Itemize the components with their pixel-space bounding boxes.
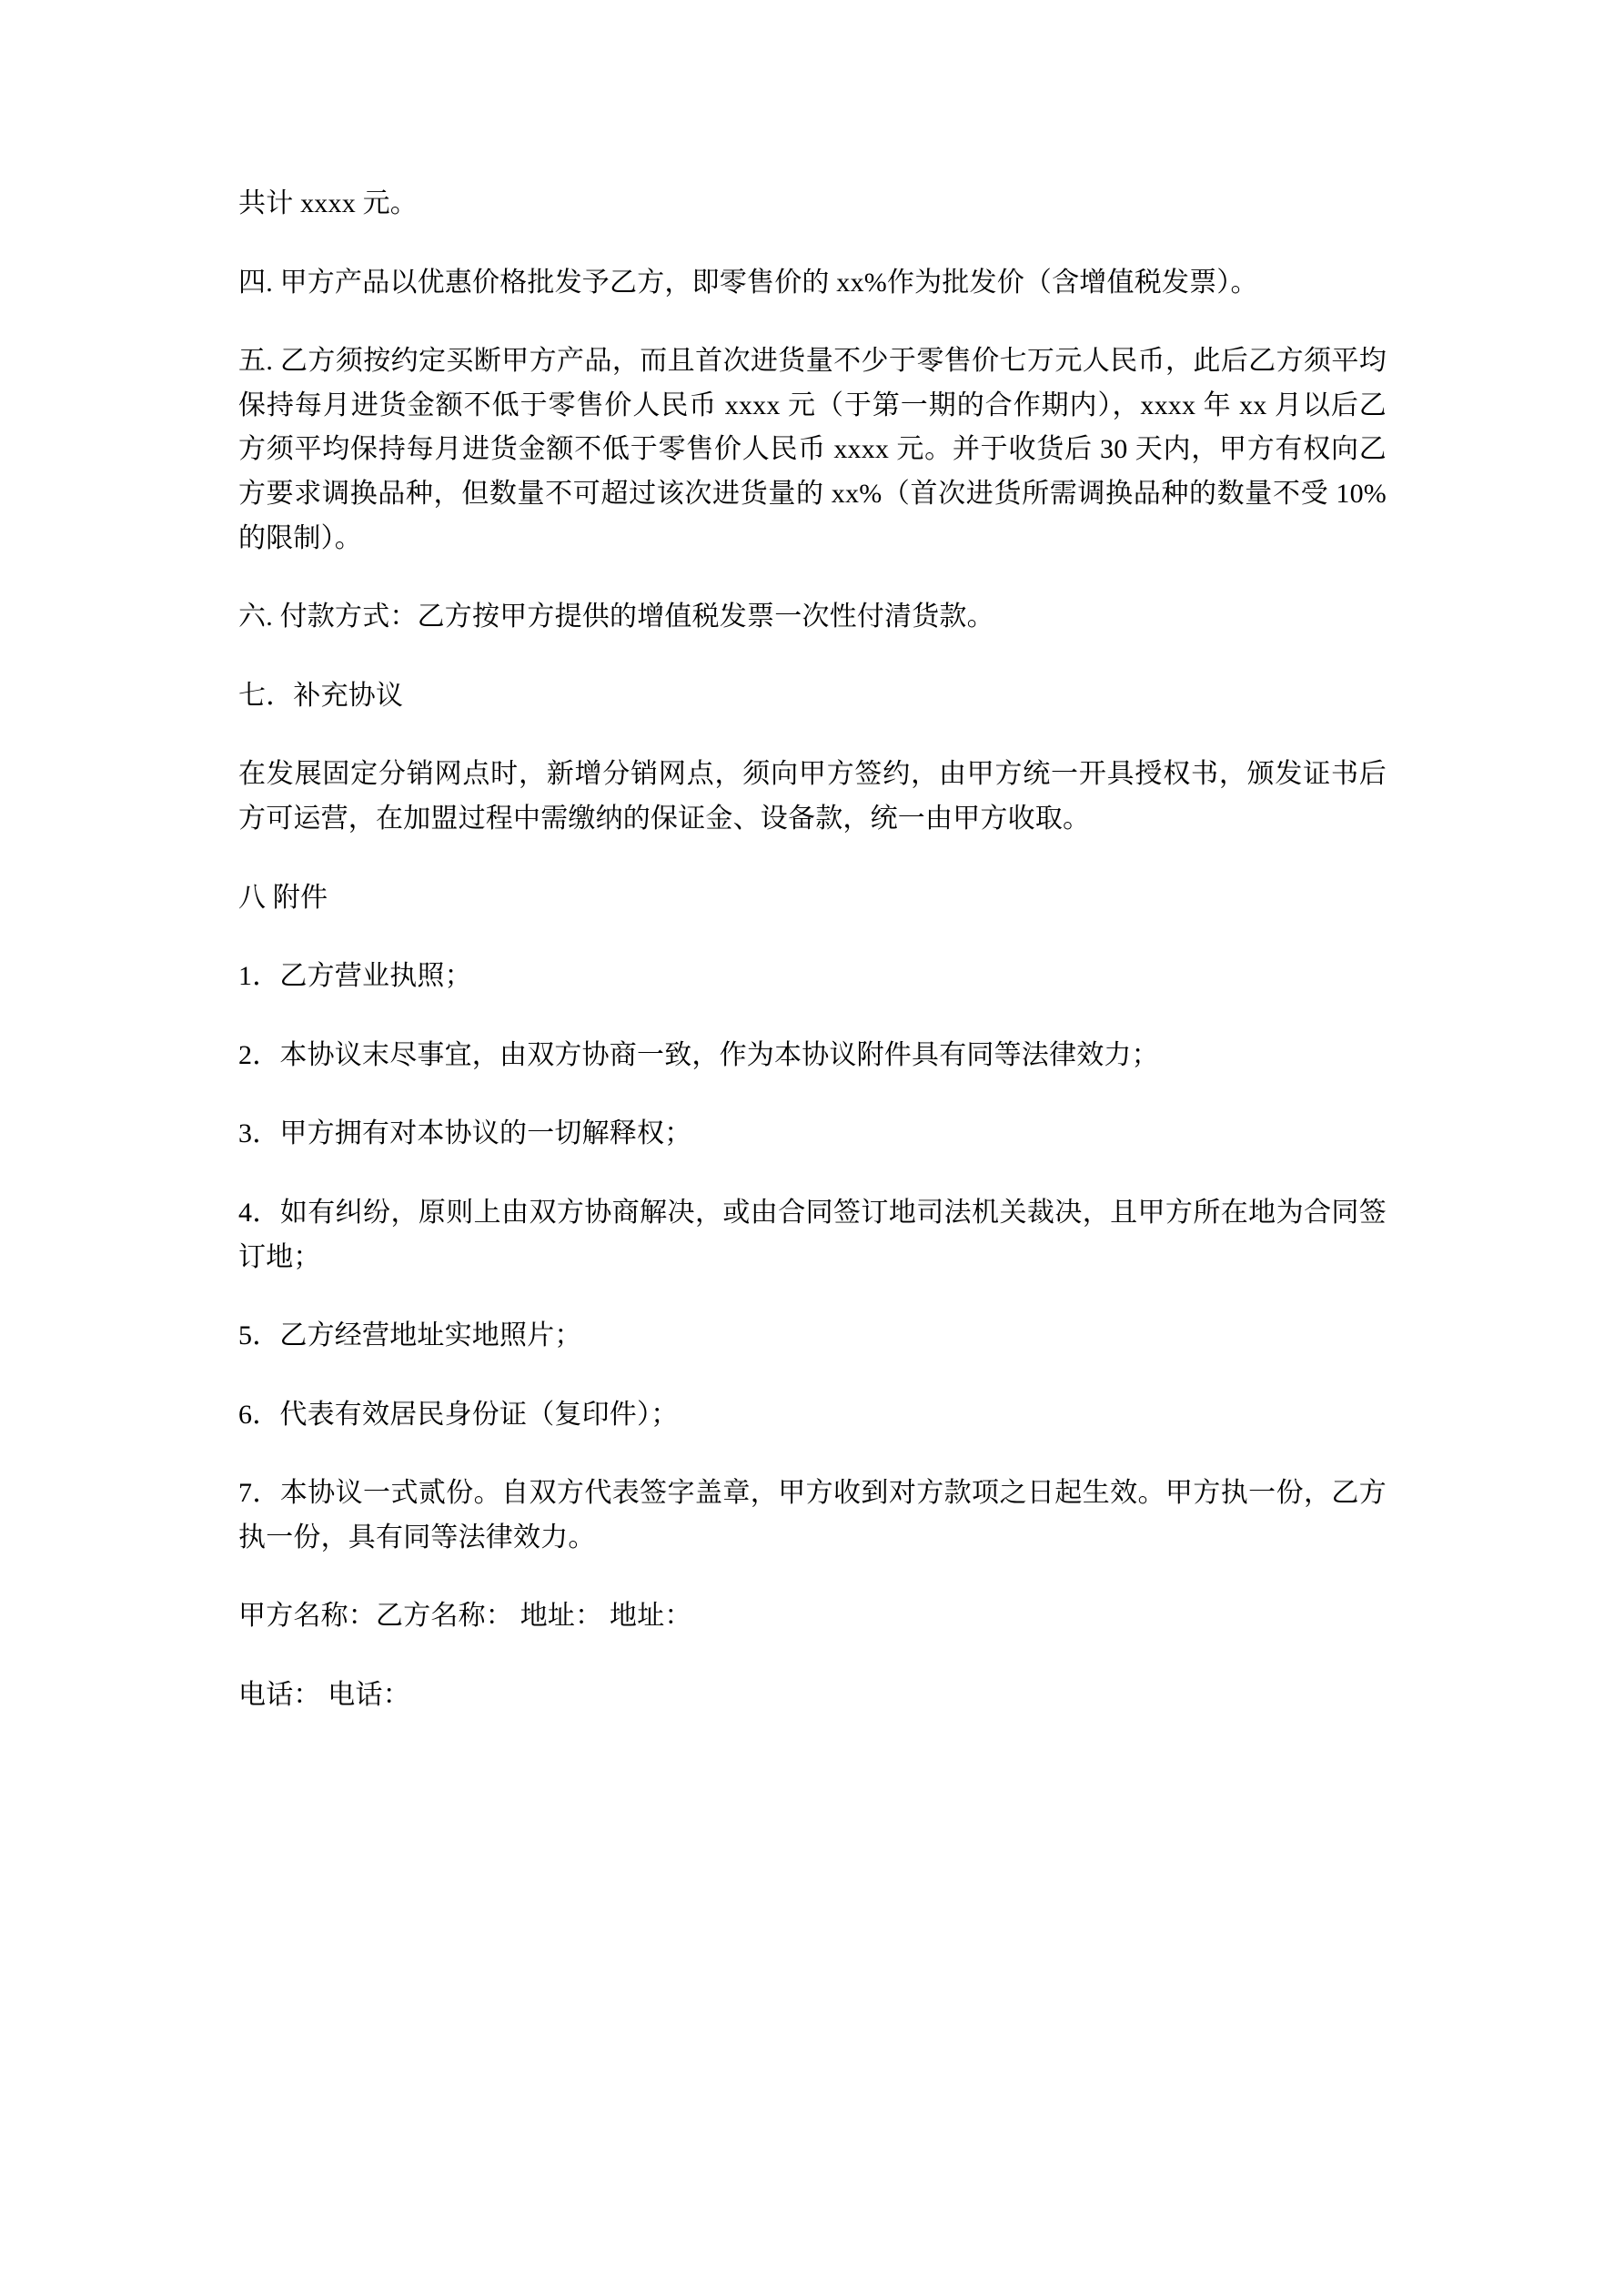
attachment-item-7: 7．本协议一式贰份。自双方代表签字盖章，甲方收到对方款项之日起生效。甲方执一份，乙方执一份，具有同等法律效力。 — [238, 1478, 1387, 1553]
attachment-item-4: 4．如有纠纷，原则上由双方协商解决，或由合同签订地司法机关裁决，且甲方所在地为合同签订地； — [238, 1197, 1387, 1272]
paragraph-clause-six: 六. 付款方式：乙方按甲方提供的增值税发票一次性付清货款。 — [238, 602, 994, 632]
attachment-item-6: 6．代表有效居民身份证（复印件）； — [238, 1399, 679, 1430]
signature-phones: 电话： 电话： — [238, 1680, 410, 1711]
attachment-item-5: 5．乙方经营地址实地照片； — [238, 1320, 582, 1351]
paragraph-supplementary-agreement: 在发展固定分销网点时，新增分销网点，须向甲方签约，由甲方统一开具授权书，颁发证书后方可运营，在加盟过程中需缴纳的保证金、设备款，统一由甲方收取。 — [238, 759, 1387, 834]
heading-clause-seven: 七．补充协议 — [238, 680, 404, 711]
document-body — [238, 182, 1387, 1718]
attachment-item-1: 1．乙方营业执照； — [238, 961, 472, 992]
heading-clause-eight: 八 附件 — [238, 882, 328, 913]
paragraph-total-amount: 共计 xxxx 元。 — [238, 188, 418, 218]
attachment-item-2: 2．本协议末尽事宜，由双方协商一致，作为本协议附件具有同等法律效力； — [238, 1039, 1159, 1070]
paragraph-clause-five: 五. 乙方须按约定买断甲方产品，而且首次进货量不少于零售价七万元人民币，此后乙方须平均保持每月进货金额不低于零售价人民币 xxxx 元（于第一期的合作期内），xxxx 年 xx 月以后乙方须平均保持每月进货金额不低于零售价人民币 xxxx 元。并于收货后 30 天内，甲方有权向乙方要求调换品种，但数量不可超过该次进货量的 xx%（首次进货所需调换品种的数量不受 10%的限制）。 — [238, 346, 1387, 553]
attachment-item-3: 3．甲方拥有对本协议的一切解释权； — [238, 1118, 692, 1149]
signature-names-addresses: 甲方名称：乙方名称： 地址： 地址： — [238, 1601, 692, 1632]
paragraph-clause-four: 四. 甲方产品以优惠价格批发予乙方，即零售价的 xx%作为批发价（含增值税发票）。 — [238, 267, 1258, 298]
